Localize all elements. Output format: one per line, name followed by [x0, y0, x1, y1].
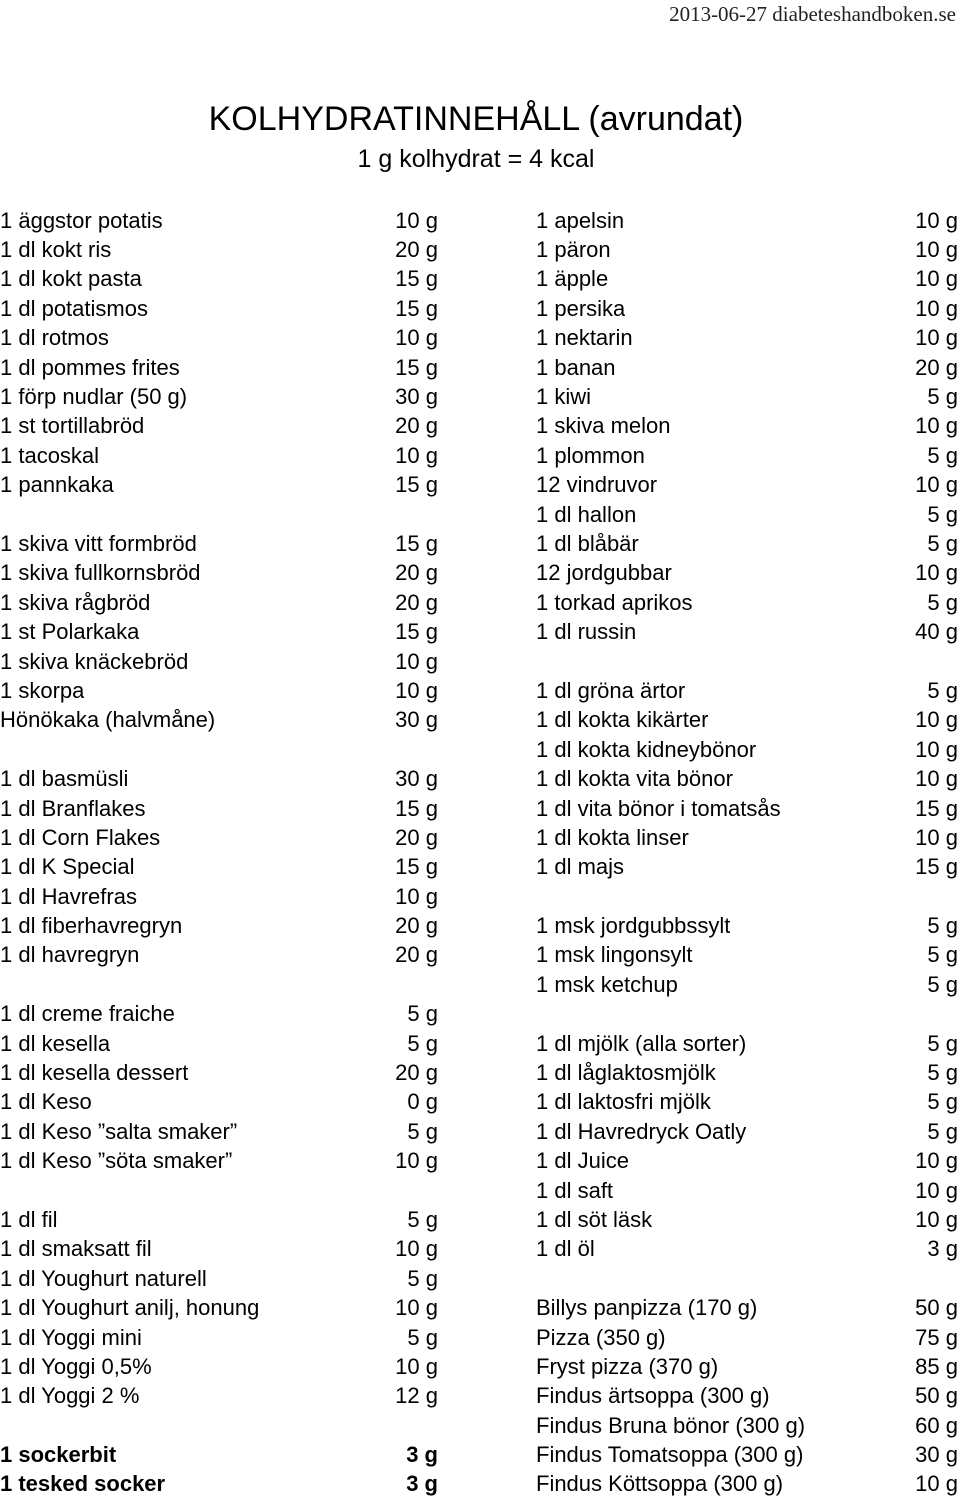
- item-label: 1 förp nudlar (50 g): [0, 384, 188, 410]
- item-amount: 10 g: [395, 1236, 438, 1262]
- item-label: 1 dl Havredryck Oatly: [536, 1118, 747, 1144]
- item-amount: 5 g: [927, 442, 958, 468]
- item-amount: 5 g: [407, 1001, 438, 1027]
- item-label: Billys panpizza (170 g): [536, 1295, 758, 1321]
- list-item: [0, 441, 438, 470]
- item-label: 1 dl gröna ärtor: [536, 677, 686, 703]
- item-amount: 5 g: [927, 677, 958, 703]
- list-item: [0, 353, 438, 382]
- list-item: [536, 1352, 958, 1381]
- item-label: 1 dl kokta kikärter: [536, 707, 709, 733]
- list-item: [0, 941, 438, 970]
- item-amount: 50 g: [915, 1295, 958, 1321]
- list-item: [0, 1470, 438, 1499]
- item-label: 1 kiwi: [536, 384, 592, 410]
- item-amount: 10 g: [395, 325, 438, 351]
- item-label: 1 skiva rågbröd: [0, 589, 151, 615]
- item-label: 1 dl majs: [536, 854, 625, 880]
- item-amount: 5 g: [407, 1206, 438, 1232]
- item-amount: 10 g: [915, 295, 958, 321]
- spacer-row: [0, 735, 438, 764]
- list-item: [0, 1440, 438, 1469]
- list-item: [0, 1000, 438, 1029]
- list-item: [0, 1352, 438, 1381]
- item-amount: 3 g: [927, 1236, 958, 1262]
- list-item: [536, 764, 958, 793]
- list-item: [536, 206, 958, 235]
- list-item: [0, 382, 438, 411]
- item-amount: 30 g: [395, 384, 438, 410]
- item-amount: 5 g: [927, 1118, 958, 1144]
- spacer-row: [536, 882, 958, 911]
- item-amount: 75 g: [915, 1324, 958, 1350]
- list-item: [0, 1088, 438, 1117]
- item-label: Findus Tomatsoppa (300 g): [536, 1442, 804, 1468]
- list-item: [0, 559, 438, 588]
- item-label: 1 dl basmüsli: [0, 766, 129, 792]
- item-label: 1 tesked socker: [0, 1471, 166, 1497]
- list-item: [536, 441, 958, 470]
- item-amount: 5 g: [927, 589, 958, 615]
- item-amount: 15 g: [395, 619, 438, 645]
- list-item: [536, 294, 958, 323]
- item-label: 1 skiva fullkornsbröd: [0, 560, 201, 586]
- item-amount: 10 g: [915, 413, 958, 439]
- item-label: 1 dl fiberhavregryn: [0, 913, 183, 939]
- item-amount: 20 g: [395, 237, 438, 263]
- item-amount: 10 g: [395, 442, 438, 468]
- item-amount: 3 g: [406, 1471, 438, 1497]
- item-amount: 10 g: [395, 1295, 438, 1321]
- item-amount: 20 g: [395, 1060, 438, 1086]
- list-item: [0, 324, 438, 353]
- item-label: 1 msk jordgubbssylt: [536, 913, 731, 939]
- item-amount: 10 g: [915, 207, 958, 233]
- item-amount: 5 g: [407, 1324, 438, 1350]
- item-label: 1 äpple: [536, 266, 609, 292]
- list-item: [0, 1293, 438, 1322]
- item-amount: 40 g: [915, 619, 958, 645]
- item-label: Hönökaka (halvmåne): [0, 707, 216, 733]
- list-item: [536, 529, 958, 558]
- item-amount: 5 g: [407, 1030, 438, 1056]
- item-amount: 10 g: [915, 824, 958, 850]
- spacer-row: [0, 970, 438, 999]
- list-item: [536, 1323, 958, 1352]
- item-label: 1 dl Youghurt anilj, honung: [0, 1295, 260, 1321]
- page-title: KOLHYDRATINNEHÅLL (avrundat): [208, 100, 744, 138]
- item-amount: 5 g: [927, 501, 958, 527]
- item-label: 1 dl öl: [536, 1236, 595, 1262]
- list-item: [536, 1235, 958, 1264]
- header-date-site: 2013-06-27 diabeteshandboken.se: [669, 2, 956, 26]
- item-label: 1 päron: [536, 237, 611, 263]
- list-item: [0, 294, 438, 323]
- item-amount: 30 g: [395, 707, 438, 733]
- item-label: 1 dl fil: [0, 1206, 58, 1232]
- item-amount: 3 g: [406, 1442, 438, 1468]
- item-amount: 10 g: [915, 560, 958, 586]
- list-item: [536, 941, 958, 970]
- item-amount: 10 g: [915, 1148, 958, 1174]
- list-item: [536, 794, 958, 823]
- list-item: [0, 706, 438, 735]
- list-item: [536, 1029, 958, 1058]
- item-amount: 5 g: [927, 1060, 958, 1086]
- item-label: 1 äggstor potatis: [0, 207, 163, 233]
- item-label: 1 dl kokt pasta: [0, 266, 142, 292]
- list-item: [0, 1147, 438, 1176]
- list-item: [536, 382, 958, 411]
- list-item: [0, 235, 438, 264]
- list-item: [536, 1058, 958, 1087]
- item-label: 1 persika: [536, 295, 626, 321]
- item-amount: 15 g: [395, 854, 438, 880]
- item-label: 1 dl Juice: [536, 1148, 629, 1174]
- item-label: 1 dl Havrefras: [0, 883, 137, 909]
- item-label: 1 st Polarkaka: [0, 619, 140, 645]
- list-item: [0, 1264, 438, 1293]
- item-amount: 20 g: [395, 913, 438, 939]
- list-item: [536, 617, 958, 646]
- item-label: 1 dl Yoggi 0,5%: [0, 1353, 152, 1379]
- item-label: 1 dl mjölk (alla sorter): [536, 1030, 747, 1056]
- item-amount: 10 g: [395, 1353, 438, 1379]
- list-item: [0, 1117, 438, 1146]
- item-amount: 5 g: [927, 1089, 958, 1115]
- item-label: 1 dl Youghurt naturell: [0, 1265, 207, 1291]
- item-label: 1 dl pommes frites: [0, 354, 180, 380]
- list-item: [536, 1088, 958, 1117]
- item-label: Fryst pizza (370 g): [536, 1353, 719, 1379]
- list-item: [536, 324, 958, 353]
- item-amount: 10 g: [395, 883, 438, 909]
- list-item: [536, 353, 958, 382]
- item-amount: 10 g: [915, 266, 958, 292]
- item-amount: 15 g: [395, 354, 438, 380]
- item-label: 1 dl Corn Flakes: [0, 824, 161, 850]
- item-amount: 12 g: [395, 1383, 438, 1409]
- list-item: [0, 823, 438, 852]
- list-item: [536, 1440, 958, 1469]
- list-item: [0, 1382, 438, 1411]
- list-item: [0, 617, 438, 646]
- list-item: [0, 206, 438, 235]
- item-label: 1 dl havregryn: [0, 942, 140, 968]
- item-amount: 10 g: [395, 207, 438, 233]
- item-label: Pizza (350 g): [536, 1324, 666, 1350]
- list-item: [536, 970, 958, 999]
- item-amount: 5 g: [927, 384, 958, 410]
- list-item: [536, 1205, 958, 1234]
- list-item: [536, 1470, 958, 1499]
- list-item: [0, 764, 438, 793]
- item-label: 1 dl laktosfri mjölk: [536, 1089, 711, 1115]
- item-label: 1 msk ketchup: [536, 971, 678, 997]
- right-column: [536, 206, 958, 1499]
- list-item: [536, 735, 958, 764]
- item-label: 1 torkad aprikos: [536, 589, 693, 615]
- item-label: 1 skiva knäckebröd: [0, 648, 189, 674]
- item-amount: 50 g: [915, 1383, 958, 1409]
- item-label: 1 dl K Special: [0, 854, 135, 880]
- list-item: [536, 911, 958, 940]
- list-item: [0, 911, 438, 940]
- item-label: 12 vindruvor: [536, 472, 658, 498]
- list-item: [536, 500, 958, 529]
- item-amount: 10 g: [915, 1471, 958, 1497]
- item-amount: 10 g: [915, 325, 958, 351]
- item-amount: 10 g: [395, 1148, 438, 1174]
- item-label: 1 dl Branflakes: [0, 795, 146, 821]
- item-label: 1 dl rotmos: [0, 325, 109, 351]
- item-label: 1 dl Keso ”salta smaker”: [0, 1118, 238, 1144]
- item-amount: 20 g: [915, 354, 958, 380]
- list-item: [536, 1176, 958, 1205]
- list-item: [536, 1382, 958, 1411]
- list-item: [0, 676, 438, 705]
- item-label: 1 st tortillabröd: [0, 413, 145, 439]
- item-label: 1 dl låglaktosmjölk: [536, 1060, 716, 1086]
- item-label: 1 dl kesella: [0, 1030, 111, 1056]
- list-item: [0, 1029, 438, 1058]
- list-item: [536, 1147, 958, 1176]
- item-label: 1 skiva vitt formbröd: [0, 530, 197, 556]
- list-item: [536, 706, 958, 735]
- list-item: [536, 559, 958, 588]
- item-label: 1 pannkaka: [0, 472, 114, 498]
- item-amount: 15 g: [915, 854, 958, 880]
- item-amount: 60 g: [915, 1412, 958, 1438]
- item-label: 1 dl söt läsk: [536, 1206, 653, 1232]
- item-amount: 10 g: [915, 472, 958, 498]
- item-amount: 20 g: [395, 589, 438, 615]
- item-label: 1 dl kokta vita bönor: [536, 766, 733, 792]
- item-amount: 15 g: [915, 795, 958, 821]
- list-item: [0, 853, 438, 882]
- item-label: 1 dl Yoggi mini: [0, 1324, 142, 1350]
- item-label: 1 dl blåbär: [536, 530, 639, 556]
- list-item: [0, 1235, 438, 1264]
- item-amount: 20 g: [395, 824, 438, 850]
- item-amount: 10 g: [915, 736, 958, 762]
- list-item: [536, 1411, 958, 1440]
- item-label: 1 skiva melon: [536, 413, 671, 439]
- spacer-row: [536, 1264, 958, 1293]
- list-item: [0, 529, 438, 558]
- list-item: [0, 1205, 438, 1234]
- item-label: Findus ärtsoppa (300 g): [536, 1383, 770, 1409]
- list-item: [536, 265, 958, 294]
- item-label: 1 plommon: [536, 442, 645, 468]
- item-label: 1 tacoskal: [0, 442, 100, 468]
- item-label: 1 dl Yoggi 2 %: [0, 1383, 140, 1409]
- list-item: [0, 471, 438, 500]
- item-label: 1 dl kokt ris: [0, 237, 112, 263]
- list-item: [0, 265, 438, 294]
- item-amount: 5 g: [927, 971, 958, 997]
- item-amount: 10 g: [395, 648, 438, 674]
- item-amount: 15 g: [395, 795, 438, 821]
- list-item: [0, 412, 438, 441]
- list-item: [0, 1323, 438, 1352]
- item-label: 1 dl kokta kidneybönor: [536, 736, 757, 762]
- item-amount: 10 g: [915, 1177, 958, 1203]
- item-amount: 10 g: [915, 1206, 958, 1232]
- item-amount: 20 g: [395, 942, 438, 968]
- item-label: 1 dl smaksatt fil: [0, 1236, 152, 1262]
- item-amount: 10 g: [915, 707, 958, 733]
- item-amount: 15 g: [395, 266, 438, 292]
- list-item: [536, 1117, 958, 1146]
- item-label: 1 dl creme fraiche: [0, 1001, 175, 1027]
- item-label: 1 banan: [536, 354, 616, 380]
- item-label: Findus Bruna bönor (300 g): [536, 1412, 806, 1438]
- item-amount: 5 g: [407, 1265, 438, 1291]
- item-label: 12 jordgubbar: [536, 560, 672, 586]
- item-label: 1 dl Keso: [0, 1089, 92, 1115]
- left-column: [0, 206, 438, 1499]
- item-label: 1 dl saft: [536, 1177, 614, 1203]
- item-amount: 30 g: [915, 1442, 958, 1468]
- item-amount: 20 g: [395, 413, 438, 439]
- item-amount: 5 g: [927, 942, 958, 968]
- spacer-row: [0, 500, 438, 529]
- list-item: [536, 823, 958, 852]
- item-label: 1 dl Keso ”söta smaker”: [0, 1148, 233, 1174]
- list-item: [536, 412, 958, 441]
- item-amount: 0 g: [407, 1089, 438, 1115]
- item-amount: 5 g: [927, 530, 958, 556]
- list-item: [0, 794, 438, 823]
- item-label: 1 dl hallon: [536, 501, 637, 527]
- item-amount: 5 g: [407, 1118, 438, 1144]
- item-amount: 15 g: [395, 472, 438, 498]
- item-amount: 85 g: [915, 1353, 958, 1379]
- item-amount: 5 g: [927, 1030, 958, 1056]
- item-amount: 10 g: [915, 766, 958, 792]
- list-item: [536, 676, 958, 705]
- list-item: [0, 882, 438, 911]
- item-label: 1 sockerbit: [0, 1442, 117, 1468]
- page-subtitle: 1 g kolhydrat = 4 kcal: [357, 145, 595, 173]
- spacer-row: [0, 1176, 438, 1205]
- list-item: [0, 588, 438, 617]
- spacer-row: [536, 647, 958, 676]
- item-label: 1 dl kokta linser: [536, 824, 689, 850]
- item-amount: 10 g: [395, 677, 438, 703]
- item-label: 1 apelsin: [536, 207, 625, 233]
- item-amount: 15 g: [395, 295, 438, 321]
- item-amount: 30 g: [395, 766, 438, 792]
- item-amount: 5 g: [927, 913, 958, 939]
- item-label: 1 dl potatismos: [0, 295, 148, 321]
- item-label: 1 skorpa: [0, 677, 85, 703]
- list-item: [536, 853, 958, 882]
- list-item: [536, 588, 958, 617]
- item-label: 1 dl vita bönor i tomatsås: [536, 795, 781, 821]
- item-label: Findus Köttsoppa (300 g): [536, 1471, 784, 1497]
- item-amount: 20 g: [395, 560, 438, 586]
- list-item: [0, 647, 438, 676]
- item-label: 1 dl kesella dessert: [0, 1060, 189, 1086]
- item-label: 1 msk lingonsylt: [536, 942, 693, 968]
- list-item: [536, 471, 958, 500]
- item-label: 1 dl russin: [536, 619, 637, 645]
- list-item: [0, 1058, 438, 1087]
- spacer-row: [536, 1000, 958, 1029]
- item-label: 1 nektarin: [536, 325, 633, 351]
- item-amount: 15 g: [395, 530, 438, 556]
- list-item: [536, 1293, 958, 1322]
- item-amount: 10 g: [915, 237, 958, 263]
- list-item: [536, 235, 958, 264]
- spacer-row: [0, 1411, 438, 1440]
